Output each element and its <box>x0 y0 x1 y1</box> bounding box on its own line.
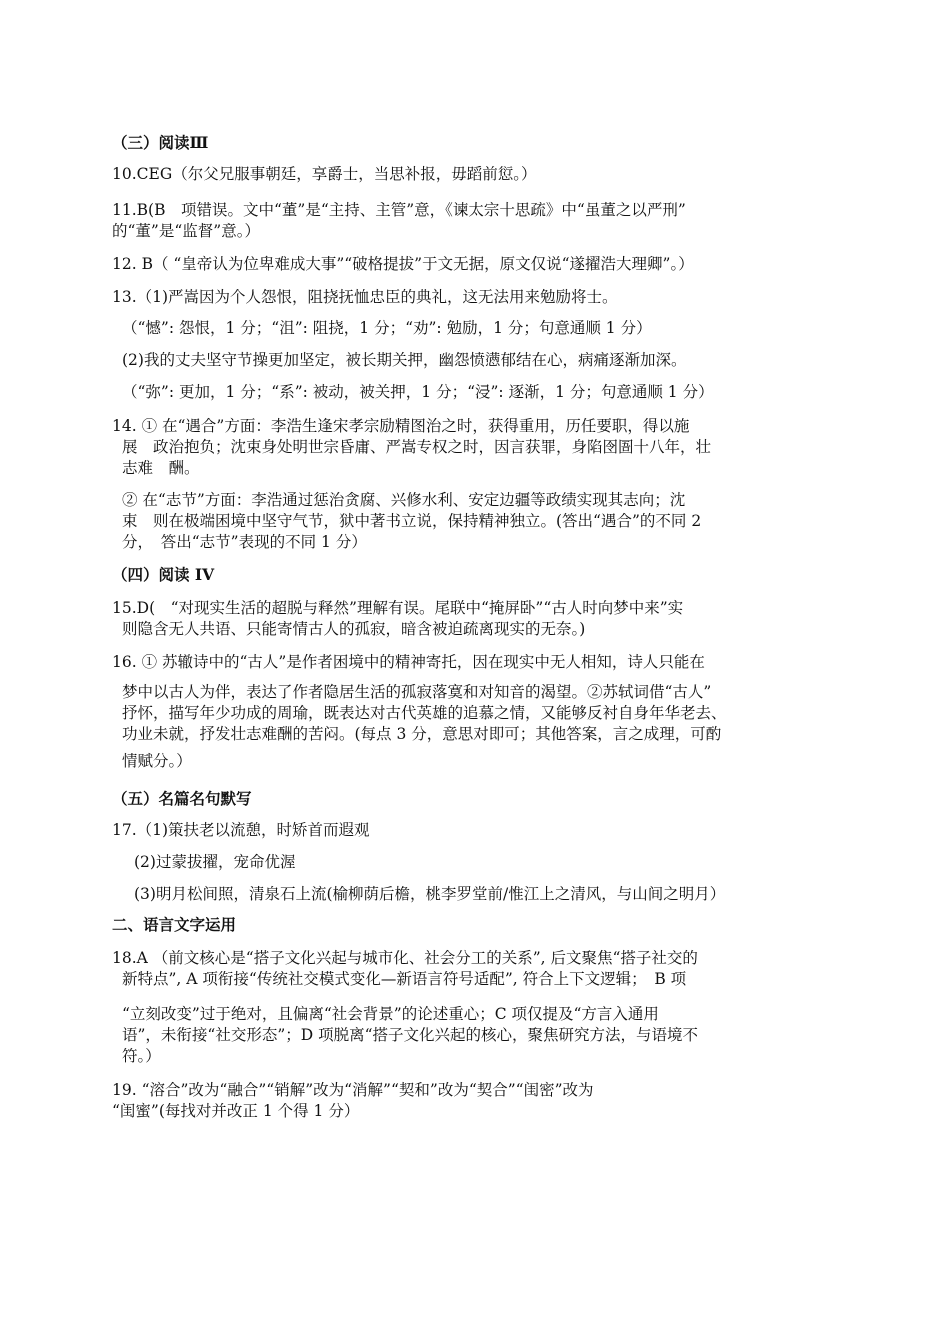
answer-13-1: 13.（1)严嵩因为个人怨恨，阻挠抚恤忠臣的典礼，这无法用来勉励将士。 <box>112 288 618 306</box>
answer-16-line-1: 16. ① 苏辙诗中的“古人”是作者困境中的精神寄托，因在现实中无人相知，诗人只能在 <box>112 653 705 671</box>
answer-14-2-line-2: 束 则在极端困境中坚守气节，狱中著书立说，保持精神独立。(答出“遇合”的不同 2 <box>122 512 702 530</box>
answer-13-2-scoring: （“弥”: 更加，1 分；“系”: 被动，被关押，1 分；“浸”: 逐渐，1 分；句意通顺 1 分） <box>122 383 714 401</box>
answer-18 <box>112 948 842 1067</box>
section-3-heading: （三）阅读Ⅲ <box>112 133 209 152</box>
answer-18-line-1: 18.A （前文核心是“搭子文化兴起与城市化、社会分工的关系”, 后文聚焦“搭子社交的 <box>112 949 698 967</box>
answer-17-1: 17.（1)策扶老以流憩，时矫首而遐观 <box>112 821 370 839</box>
answer-14-2-line-1: ② 在“志节”方面：李浩通过惩治贪腐、兴修水利、安定边疆等政绩实现其志向；沈 <box>122 491 686 509</box>
answer-14-2 <box>122 490 842 553</box>
section-4-heading: （四）阅读 IV <box>112 565 215 584</box>
answer-18-line-5: 符。） <box>122 1047 161 1065</box>
answer-13-1-scoring: （“憾”: 怨恨，1 分；“沮”: 阻挠，1 分；“劝”: 勉励，1 分；句意通顺 1 分） <box>122 319 652 337</box>
answer-17-3: (3)明月松间照，清泉石上流(榆柳荫后檐，桃李罗堂前/惟江上之清风，与山间之明月） <box>134 885 726 903</box>
answer-19-line-2: “闺蜜”(每找对并改正 1 个得 1 分） <box>112 1102 360 1120</box>
answer-16-line-5: 情赋分。） <box>122 752 192 770</box>
answer-14-1-line-1: 14. ① 在“遇合”方面：李浩生逢宋孝宗励精图治之时，获得重用，历任要职，得以施 <box>112 417 690 435</box>
answer-16-line-4: 功业未就，抒发壮志难酬的苦闷。(每点 3 分，意思对即可；其他答案，言之成理，可酌 <box>122 725 722 743</box>
answer-16 <box>112 652 842 772</box>
answer-12: 12. B（ “皇帝认为位卑难成大事”“破格提拔”于文无据，原文仅说“遂擢浩大理卿”。） <box>112 255 694 273</box>
answer-15 <box>112 598 842 640</box>
answer-16-line-3: 抒怀，描写年少功成的周瑜，既表达对古代英雄的追慕之情，又能够反衬自身年华老去、 <box>122 704 727 722</box>
answer-16-line-2: 梦中以古人为伴，表达了作者隐居生活的孤寂落寞和对知音的渴望。②苏轼词借“古人” <box>122 683 712 701</box>
answer-19 <box>112 1080 842 1122</box>
answer-14-1 <box>112 416 842 479</box>
answer-11 <box>112 200 842 242</box>
answer-11-line-2: 的“董”是“监督”意。） <box>112 222 260 240</box>
answer-14-1-line-3: 志难 酬。 <box>122 459 200 477</box>
answer-19-line-1: 19. “溶合”改为“融合”“销解”改为“消解”“契和”改为“契合”“闺密”改为 <box>112 1081 594 1099</box>
answer-18-line-4: 语”，未衔接“社交形态”；D 项脱离“搭子文化兴起的核心，聚焦研究方法，与语境不 <box>122 1026 699 1044</box>
answer-15-line-1: 15.D( “对现实生活的超脱与释然”理解有误。尾联中“掩屏卧”“古人时向梦中来”实 <box>112 599 684 617</box>
answer-14-1-line-2: 展 政治抱负；沈束身处明世宗昏庸、严嵩专权之时，因言获罪，身陷囹圄十八年，壮 <box>122 438 712 456</box>
answer-13-2: (2)我的丈夫坚守节操更加坚定，被长期关押，幽怨愤懑郁结在心，病痛逐渐加深。 <box>122 351 687 369</box>
answer-14-2-line-3: 分， 答出“志节”表现的不同 1 分） <box>122 533 367 551</box>
answer-11-line-1: 11.B(B 项错误。文中“董”是“主持、主管”意，《谏太宗十思疏》中“虽董之以严刑” <box>112 201 686 219</box>
section-5-heading: （五）名篇名句默写 <box>112 789 252 808</box>
answer-17-2: (2)过蒙拔擢，宠命优渥 <box>134 853 296 871</box>
answer-18-line-2: 新特点”, A 项衔接“传统社交模式变化—新语言符号适配”, 符合上下文逻辑； B 项 <box>122 970 687 988</box>
answer-18-line-3: “立刻改变”过于绝对，且偏离“社会背景”的论述重心；C 项仅提及“方言入通用 <box>122 1005 659 1023</box>
answer-15-line-2: 则隐含无人共语、只能寄情古人的孤寂，暗含被迫疏离现实的无奈。) <box>122 620 586 638</box>
part-2-heading: 二、语言文字运用 <box>112 915 237 934</box>
answer-10: 10.CEG（尔父兄服事朝廷，享爵士，当思补报，毋蹈前愆。） <box>112 165 537 183</box>
